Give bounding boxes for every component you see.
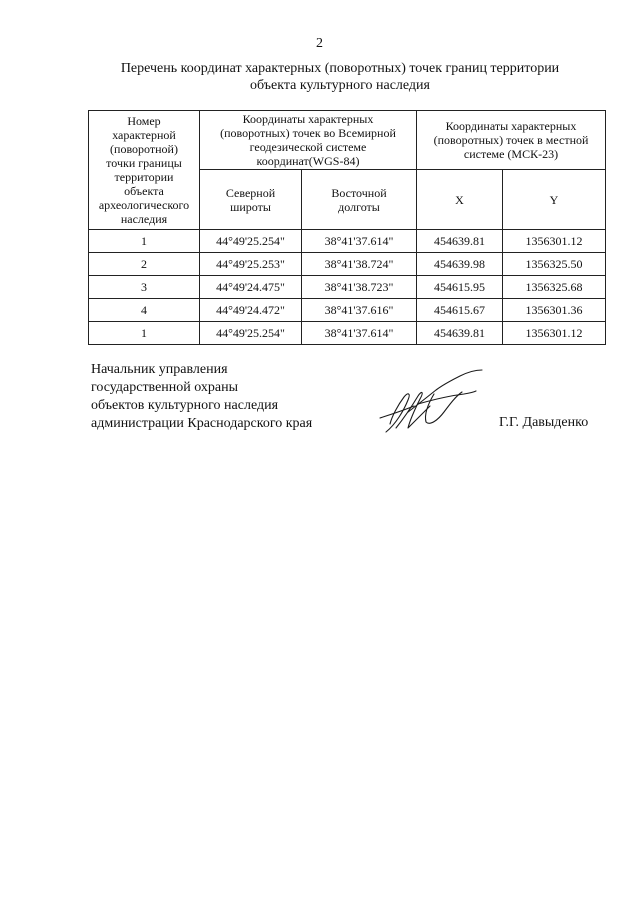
cell-y: 1356301.12 [503,230,606,253]
cell-north-latitude: 44°49'25.254" [200,322,302,345]
subheader-x: X [417,170,503,230]
cell-north-latitude: 44°49'24.472" [200,299,302,322]
handwritten-signature-icon [378,366,488,438]
cell-east-longitude: 38°41'38.724" [302,253,417,276]
cell-x: 454639.81 [417,230,503,253]
cell-east-longitude: 38°41'37.614" [302,322,417,345]
signatory-position [91,361,312,433]
header-point-number: Номер характерной (поворотной) точки границы территории объекта археологического наследия [89,111,200,230]
position-line: государственной охраны [91,380,239,395]
cell-north-latitude: 44°49'25.254" [200,230,302,253]
cell-point-number: 1 [89,322,200,345]
cell-east-longitude: 38°41'37.614" [302,230,417,253]
page-number: 2 [316,36,323,51]
table-row [89,299,606,322]
cell-point-number: 2 [89,253,200,276]
table-header-row [89,111,606,170]
cell-y: 1356301.36 [503,299,606,322]
title-line-2: объекта культурного наследия [250,78,430,93]
cell-east-longitude: 38°41'38.723" [302,276,417,299]
title-line-1: Перечень координат характерных (поворотных) точек границ территории [120,61,560,76]
table-row [89,276,606,299]
cell-y: 1356301.12 [503,322,606,345]
subheader-east-longitude: Восточной долготы [302,170,417,230]
table-row [89,322,606,345]
cell-y: 1356325.68 [503,276,606,299]
position-line: Начальник управления [91,362,228,377]
subheader-y: Y [503,170,606,230]
coordinates-table [88,110,606,345]
cell-north-latitude: 44°49'24.475" [200,276,302,299]
header-wgs84-coordinates: Координаты характерных (поворотных) точек во Всемирной геодезической системе координат(WGS-84) [200,111,417,170]
cell-point-number: 1 [89,230,200,253]
cell-east-longitude: 38°41'37.616" [302,299,417,322]
cell-x: 454639.98 [417,253,503,276]
cell-x: 454615.67 [417,299,503,322]
position-line: объектов культурного наследия [91,398,279,413]
cell-point-number: 4 [89,299,200,322]
cell-north-latitude: 44°49'25.253" [200,253,302,276]
cell-x: 454615.95 [417,276,503,299]
cell-point-number: 3 [89,276,200,299]
position-line: администрации Краснодарского края [91,416,313,431]
cell-x: 454639.81 [417,322,503,345]
subheader-north-latitude: Северной широты [200,170,302,230]
signer-name: Г.Г. Давыденко [499,415,589,430]
table-row [89,230,606,253]
document-title [60,60,620,94]
table-row [89,253,606,276]
cell-y: 1356325.50 [503,253,606,276]
header-msk23-coordinates: Координаты характерных (поворотных) точек в местной системе (МСК-23) [417,111,606,170]
